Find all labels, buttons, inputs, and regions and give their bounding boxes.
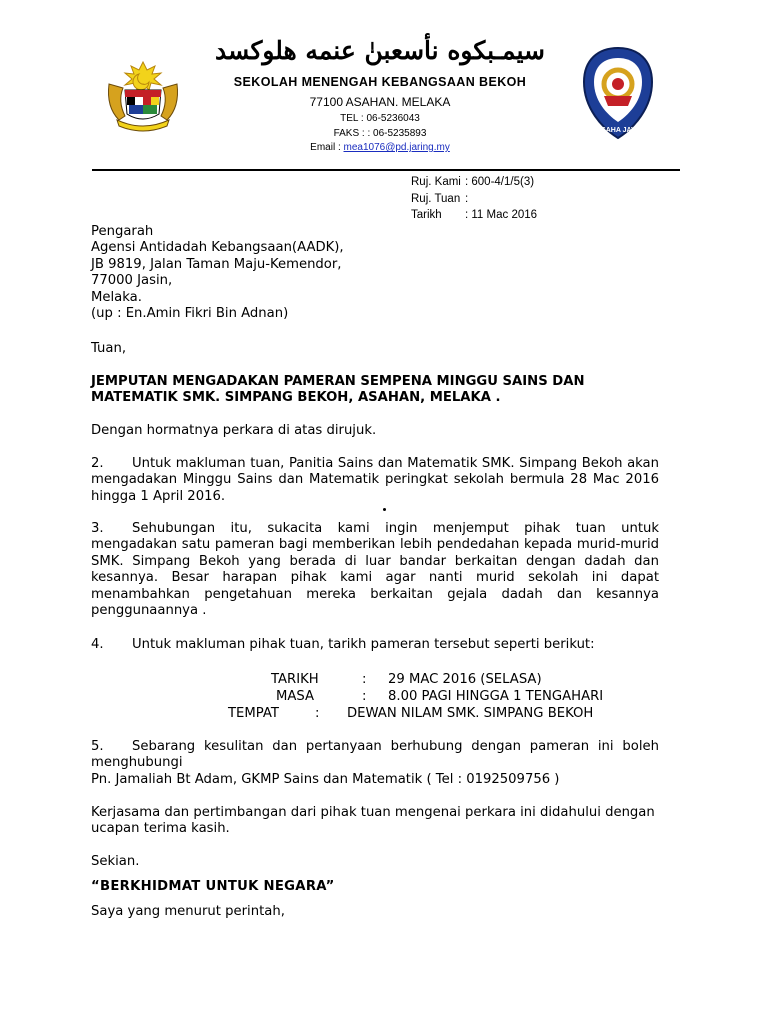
paragraph-3 <box>91 521 659 619</box>
badge-motto: USAHA JAYA <box>596 127 640 134</box>
paragraph-3-text: Sehubungan itu, sukacita kami ingin menjemput pihak tuan untuk mengadakan satu pameran bagi memberikan lebih pendedahan kepada murid-murid SMK. Simpang Bekoh yang berada di luar bandar berkaitan dengan dadah dan kesannya. Besar harapan pihak kami agar nanti murid sekolah ini dapat menambahkan pengetahuan mereka berkaitan gejala dadah dan kesannya penggunaannya . <box>91 521 659 619</box>
detail-label: TEMPAT <box>228 706 279 721</box>
paragraph-2-number: 2. <box>91 456 104 471</box>
paragraph-4-number: 4. <box>91 637 104 652</box>
recipient-line: (up : En.Amin Fikri Bin Adnan) <box>91 306 289 322</box>
detail-value: 29 MAC 2016 (SELASA) <box>388 672 542 687</box>
ruj-kami-value: : 600-4/1/5(3) <box>465 176 535 188</box>
school-name: SEKOLAH MENENGAH KEBANGSAAN BEKOH <box>233 75 527 89</box>
school-tel: TEL : 06-5236043 <box>340 113 420 124</box>
school-badge-icon <box>580 46 656 140</box>
ref-tarikh <box>411 209 537 221</box>
ref-ruj-tuan <box>411 193 468 205</box>
ref-ruj-kami <box>411 176 534 188</box>
tarikh-label: Tarikh <box>411 209 442 221</box>
recipient-line: Pengarah <box>91 224 154 239</box>
school-email-line <box>200 142 560 153</box>
school-address: 77100 ASAHAN. MELAKA <box>309 95 451 109</box>
paragraph-5-number: 5. <box>91 739 104 754</box>
detail-sep: : <box>362 689 367 704</box>
recipient-line: 77000 Jasin, <box>91 273 173 289</box>
closing-motto: “BERKHIDMAT UNTUK NEGARA” <box>91 879 335 894</box>
malaysia-coat-of-arms-icon <box>103 60 183 132</box>
paragraph-5 <box>91 739 659 772</box>
header-divider <box>92 169 680 171</box>
contact-line: Pn. Jamaliah Bt Adam, GKMP Sains dan Matematik ( Tel : 0192509756 ) <box>91 772 560 787</box>
detail-value: DEWAN NILAM SMK. SIMPANG BEKOH <box>347 706 594 721</box>
school-name-jawi: سيمـبكوه نأسعبنٰ عنمه هلوكسد <box>215 36 545 65</box>
recipient-block <box>91 224 659 322</box>
closing-signoff: Saya yang menurut perintah, <box>91 904 285 919</box>
closing-thanks: Kerjasama dan pertimbangan dari pihak tuan mengenai perkara ini didahului dengan ucapan terima kasih. <box>91 805 655 837</box>
detail-sep: : <box>315 706 320 721</box>
tarikh-value: : 11 Mac 2016 <box>465 209 538 221</box>
closing-sekian: Sekian. <box>91 854 140 869</box>
email-link[interactable]: mea1076@pd.jaring.my <box>343 142 450 153</box>
ruj-tuan-label: Ruj. Tuan <box>411 193 461 205</box>
school-faks: FAKS : : 06-5235893 <box>333 128 427 139</box>
recipient-line: Agensi Antidadah Kebangsaan(AADK), <box>91 240 344 256</box>
paragraph-2-text: Untuk makluman tuan, Panitia Sains dan Matematik SMK. Simpang Bekoh akan mengadakan Minggu Sains dan Matematik peringkat sekolah bermula 28 Mac 2016 hingga 1 April 2016. <box>91 456 659 504</box>
subject-heading: JEMPUTAN MENGADAKAN PAMERAN SEMPENA MINGGU SAINS DAN MATEMATIK SMK. SIMPANG BEKOH, ASAHAN, MELAKA . <box>91 374 585 406</box>
paragraph-2 <box>91 456 659 505</box>
detail-sep: : <box>362 672 367 687</box>
stray-dot <box>383 508 386 511</box>
paragraph-3-number: 3. <box>91 521 104 536</box>
salutation: Tuan, <box>91 341 127 356</box>
detail-label: MASA <box>276 689 315 704</box>
paragraph-5-text: Sebarang kesulitan dan pertanyaan berhubung dengan pameran ini boleh menghubungi <box>91 739 659 771</box>
recipient-line: Melaka. <box>91 289 142 305</box>
opening-line: Dengan hormatnya perkara di atas dirujuk. <box>91 423 377 438</box>
ruj-kami-label: Ruj. Kami <box>411 176 461 188</box>
detail-label: TARIKH <box>271 672 319 687</box>
paragraph-4-text: Untuk makluman pihak tuan, tarikh pameran tersebut seperti berikut: <box>132 637 595 652</box>
ruj-tuan-value: : <box>465 193 469 205</box>
paragraph-4 <box>91 637 659 653</box>
recipient-line: JB 9819, Jalan Taman Maju-Kemendor, <box>91 256 342 272</box>
email-label: Email : <box>310 142 344 153</box>
detail-value: 8.00 PAGI HINGGA 1 TENGAHARI <box>388 689 604 704</box>
